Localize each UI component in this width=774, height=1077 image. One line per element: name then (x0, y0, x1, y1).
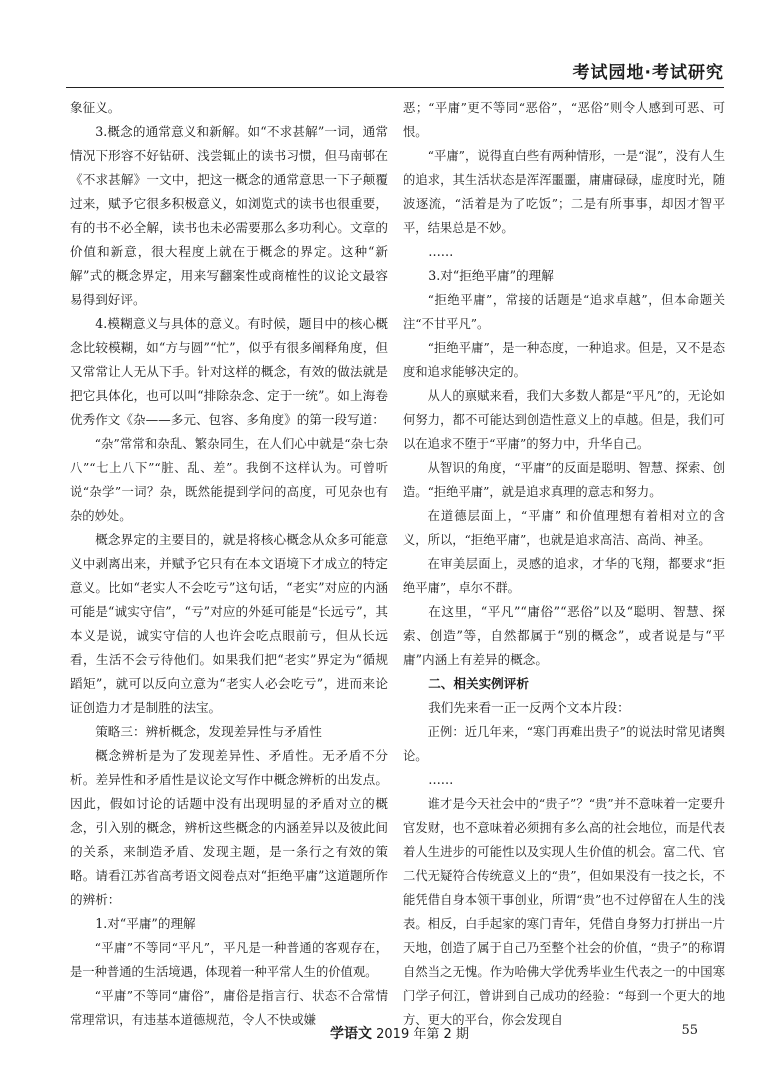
footer-journal (330, 1023, 469, 1043)
paragraph: 1.对“平庸”的理解 (95, 916, 196, 931)
paragraph: 3.概念的通常意义和新解。如“不求甚解”一词，通常情况下形容不好钻研、浅尝辄止的读书习惯，但马南邨在《不求甚解》一文中，把这一概念的通常意思一下子颠覆过来，赋予它很多积极意义，如浏览式的读书也很重要，有的书不必全解，读书也未必需要那么多功利心。文章的价值和新意，很大程度上就在于概念的界定。这种“新解”式的概念界定，用来写翻案性或商榷性的议论文最容易得到好评。 (70, 124, 388, 307)
paragraph: “平庸”不等同“平凡”，平凡是一种普通的客观存在，是一种普通的生活境遇，体现着一种平常人生的价值观。 (70, 941, 388, 979)
paragraph: 象征义。 (70, 100, 121, 115)
paragraph: 在道德层面上，“平庸” 和价值理想有着相对立的含义，所以，“拒绝平庸”，也就是追求高洁、高尚、神圣。 (403, 509, 725, 547)
paragraph: “拒绝平庸”，常接的话题是“追求卓越”，但本命题关注“不甘平凡”。 (403, 293, 725, 331)
paragraph: 我们先来看一正一反两个文本片段： (428, 700, 630, 715)
paragraph: 恶；“平庸”更不等同“恶俗”，“恶俗”则令人感到可恶、可恨。 (403, 101, 725, 139)
paragraph: 从智识的角度，“平庸”的反面是聪明、智慧、探索、创造。“拒绝平庸”，就是追求真理的意志和努力。 (403, 461, 725, 499)
journal-name: 学语文 (330, 1026, 372, 1042)
paragraph: 谁才是今天社会中的“贵子”？“贵”并不意味着一定要升官发财，也不意味着必须拥有多么高的社会地位，而是代表着人生进步的可能性以及实现人生价值的机会。富二代、官二代无疑符合传统意义上的“贵”，但如果没有一技之长，不能凭借自身本领干事创业，所谓“贵”也不过停留在人生的浅表。相反，白手起家的寒门青年，凭借自身努力打拼出一片天地，创造了属于自己乃至整个社会的价值，“贵子”的称谓自然当之无愧。作为哈佛大学优秀毕业生代表之一的中国寒门学子何江，曾讲到自己成功的经验：“每到一个更大的地方、更大的平台，你会发现自 (403, 797, 725, 1027)
paragraph: 3.对“拒绝平庸”的理解 (428, 268, 554, 283)
header-rule (66, 87, 724, 88)
paragraph: “杂”常常和杂乱、繁杂同生，在人们心中就是“杂七杂八”“七上八下”“脏、乱、差”。我倒不这样认为。可曾听说“杂学”一词？杂，既然能提到学问的高度，可见杂也有杂的妙处。 (70, 437, 388, 523)
paragraph: 正例：近几年来，“寒门再难出贵子”的说法时常见诸舆论。 (403, 725, 725, 763)
page-number: 55 (681, 1023, 698, 1038)
paragraph: 概念界定的主要目的，就是将核心概念从众多可能意义中剥离出来，并赋予它只有在本文语境下才成立的特定意义。比如“老实人不会吃亏”这句话，“老实”对应的内涵可能是“诚实守信”，“亏”对应的外延可能是“长远亏”，其本义是说，诚实守信的人也许会吃点眼前亏，但从长远看，生活不会亏待他们。如果我们把“老实”界定为“循规蹈矩”，就可以反向立意为“老实人必会吃亏”，进而来论证创造力才是制胜的法宝。 (70, 532, 388, 715)
left-column (70, 96, 388, 1032)
section-title: 考试园地·考试研究 (572, 63, 724, 83)
right-column (403, 96, 725, 1032)
paragraph: 概念辨析是为了发现差异性、矛盾性。无矛盾不分析。差异性和矛盾性是议论文写作中概念辨析的出发点。因此，假如讨论的话题中没有出现明显的矛盾对立的概念，引入别的概念，辨析这些概念的内涵差异以及彼此间的关系，来制造矛盾、发现主题，是一条行之有效的策略。请看江苏省高考语文阅卷点对“拒绝平庸”这道题所作的辨析： (70, 748, 388, 907)
paragraph: “平庸”，说得直白些有两种情形，一是“混”，没有人生的追求，其生活状态是浑浑噩噩，庸庸碌碌，虚度时光，随波逐流，“活着是为了吃饭”；二是有所事事，却因才智平平，结果总是不妙。 (403, 149, 725, 235)
paragraph: 从人的禀赋来看，我们大多数人都是“平凡”的，无论如何努力，都不可能达到创造性意义上的卓越。但是，我们可以在追求不堕于“平庸”的努力中，升华自己。 (403, 389, 725, 451)
page-footer (0, 1023, 774, 1043)
paragraph: 策略三：辨析概念，发现差异性与矛盾性 (95, 724, 322, 739)
paragraph: 在审美层面上，灵感的追求，才华的飞翔，都要求“拒绝平庸”，卓尔不群。 (403, 557, 725, 595)
paragraph: …… (428, 244, 454, 259)
paragraph: 4.模糊意义与具体的意义。有时候，题目中的核心概念比较模糊，如“方与圆”“忙”，似乎有很多阐释角度，但又常常让人无从下手。针对这样的概念，有效的做法就是把它具体化，也可以叫“排除杂念、定于一统”。如上海卷优秀作文《杂——多元、包容、多角度》的第一段写道： (70, 316, 388, 427)
paragraph: “平庸”不等同“庸俗”，庸俗是指言行、状态不合常情常理常识，有违基本道德规范，令人不快或嫌 (70, 989, 388, 1027)
paragraph: “拒绝平庸”，是一种态度，一种追求。但是，又不是态度和追求能够决定的。 (403, 341, 725, 379)
journal-issue: 2019 年第 2 期 (376, 1027, 469, 1042)
paragraph: 在这里，“平凡”“庸俗”“恶俗”以及“聪明、智慧、探索、创造”等，自然都属于“别的概念”，或者说是与“平庸”内涵上有差异的概念。 (403, 604, 725, 667)
paragraph: …… (428, 772, 454, 787)
paragraph: 二、相关实例评析 (428, 676, 529, 691)
